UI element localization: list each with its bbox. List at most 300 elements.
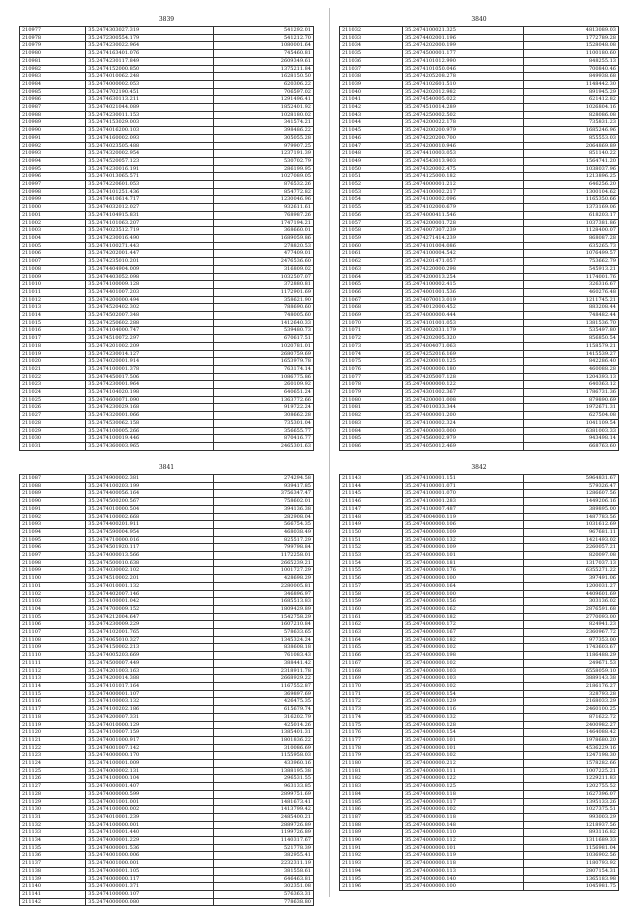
amount-cell: 521778.39 xyxy=(214,844,314,852)
code-cell: 35.2474100001.071 xyxy=(402,482,523,490)
code-cell: 35.2474001000.917 xyxy=(86,736,214,744)
amount-cell: 1186488.29 xyxy=(524,652,619,660)
amount-cell: 745460.81 xyxy=(214,50,314,58)
amount-cell: 1978680.20 xyxy=(524,736,619,744)
amount-cell: 545913.21 xyxy=(524,265,619,273)
table-row xyxy=(340,621,619,629)
table-row xyxy=(340,335,619,343)
amount-cell: 6355271.22 xyxy=(524,567,619,575)
row-id-cell: 211187 xyxy=(340,813,403,821)
code-cell: 35.2474065010.327 xyxy=(86,636,214,644)
table-row xyxy=(340,575,619,583)
amount-cell: 1627396.07 xyxy=(524,790,619,798)
code-cell: 35.2474000411.546 xyxy=(402,211,523,219)
code-cell: 35.2474000003.000 xyxy=(402,427,523,435)
table-row xyxy=(20,27,314,35)
amount-cell: 2889726.89 xyxy=(214,821,314,829)
table-row xyxy=(20,396,314,404)
row-id-cell: 211137 xyxy=(20,860,86,868)
amount-cell: 842286.40 xyxy=(524,358,619,366)
table-row xyxy=(340,419,619,427)
table-row xyxy=(340,427,619,435)
row-id-cell: 211028 xyxy=(20,419,86,427)
code-cell: 35.2474101050.046 xyxy=(402,65,523,73)
amount-cell: 2280005.81 xyxy=(214,582,314,590)
row-id-cell: 211117 xyxy=(20,706,86,714)
table-row xyxy=(20,80,314,88)
code-cell: 35.2474560002.979 xyxy=(402,435,523,443)
code-cell: 35.2474100000.001 xyxy=(86,821,214,829)
amount-cell: 825517.29 xyxy=(214,536,314,544)
amount-cell: 1218937.56 xyxy=(524,821,619,829)
code-cell: 35.2474000002.131 xyxy=(86,767,214,775)
row-id-cell: 211044 xyxy=(340,119,403,127)
code-cell: 35.2474271414.239 xyxy=(402,234,523,242)
code-cell: 35.2474010001.132 xyxy=(86,582,214,590)
row-id-cell: 211109 xyxy=(20,644,86,652)
amount-cell: 1180793.92 xyxy=(524,860,619,868)
table-row xyxy=(20,790,314,798)
code-cell: 35.2474000001.200 xyxy=(402,412,523,420)
table-row xyxy=(20,682,314,690)
code-cell: 35.2474000000.102 xyxy=(402,659,523,667)
code-cell: 35.2474202005.320 xyxy=(402,335,523,343)
table-row xyxy=(340,342,619,350)
table-row xyxy=(340,242,619,250)
block-title: 3840 xyxy=(471,16,487,23)
document-page xyxy=(11,8,625,905)
amount-cell: 1156981.04 xyxy=(524,844,619,852)
amount-cell: 1200031.27 xyxy=(524,582,619,590)
table-row xyxy=(340,752,619,760)
row-id-cell: 211147 xyxy=(340,505,403,513)
table-row xyxy=(340,165,619,173)
amount-cell: 1031612.69 xyxy=(524,521,619,529)
row-id-cell: 211169 xyxy=(340,675,403,683)
code-cell: 35.2474160002.093 xyxy=(86,134,214,142)
row-id-cell: 210987 xyxy=(20,104,86,112)
amount-cell: 1801836.22 xyxy=(214,736,314,744)
table-row xyxy=(340,50,619,58)
row-id-cell: 210988 xyxy=(20,111,86,119)
table-row xyxy=(20,57,314,65)
table-row xyxy=(20,342,314,350)
amount-cell: 891945.29 xyxy=(524,88,619,96)
row-id-cell: 211079 xyxy=(340,389,403,397)
table-row xyxy=(340,389,619,397)
amount-cell: 541212.70 xyxy=(214,34,314,42)
amount-cell: 1300104.62 xyxy=(524,188,619,196)
row-id-cell: 211126 xyxy=(20,775,86,783)
row-id-cell: 211156 xyxy=(340,575,403,583)
code-cell: 35.2474104020.198 xyxy=(86,389,214,397)
row-id-cell: 211180 xyxy=(340,760,403,768)
amount-cell: 381558.61 xyxy=(214,867,314,875)
row-id-cell: 211171 xyxy=(340,690,403,698)
table-row xyxy=(20,227,314,235)
code-cell: 35.2474212004.647 xyxy=(86,613,214,621)
code-cell: 35.2474200200.979 xyxy=(402,127,523,135)
amount-cell: 1487783.56 xyxy=(524,513,619,521)
amount-cell: 2400982.27 xyxy=(524,721,619,729)
amount-cell: 1412640.33 xyxy=(214,319,314,327)
code-cell: 35.2474200013.254 xyxy=(402,273,523,281)
table-row xyxy=(340,27,619,35)
table-row xyxy=(20,273,314,281)
block-title: 3841 xyxy=(158,464,175,471)
row-id-cell: 211073 xyxy=(340,342,403,350)
code-cell: 35.2474013065.571 xyxy=(86,173,214,181)
amount-cell: 2168033.29 xyxy=(524,698,619,706)
amount-cell: 433960.16 xyxy=(214,760,314,768)
code-cell: 35.2474200022.178 xyxy=(402,119,523,127)
code-cell: 35.2474100000.107 xyxy=(86,890,214,898)
table-row xyxy=(340,790,619,798)
amount-cell: 1685513.83 xyxy=(214,598,314,606)
row-id-cell: 210995 xyxy=(20,165,86,173)
row-id-cell: 211162 xyxy=(340,621,403,629)
code-cell: 35.2474303027.319 xyxy=(86,27,214,35)
amount-cell: 310086.69 xyxy=(214,744,314,752)
table-row xyxy=(20,513,314,521)
table-row xyxy=(20,667,314,675)
code-cell: 35.2474100019.446 xyxy=(86,435,214,443)
code-cell: 35.2474450017.506 xyxy=(86,373,214,381)
row-id-cell: 210996 xyxy=(20,173,86,181)
code-cell: 35.2474030002.102 xyxy=(86,567,214,575)
code-cell: 35.2474000001.105 xyxy=(86,867,214,875)
row-id-cell: 211038 xyxy=(340,73,403,81)
code-cell: 35.2474000000.154 xyxy=(402,690,523,698)
amount-cell: 398486.22 xyxy=(214,127,314,135)
row-id-cell: 211067 xyxy=(340,296,403,304)
code-cell: 35.2474010062.248 xyxy=(86,73,214,81)
amount-cell: 1001727.29 xyxy=(214,567,314,575)
code-cell: 35.2474200007.331 xyxy=(86,713,214,721)
row-id-cell: 211132 xyxy=(20,821,86,829)
code-cell: 35.2474000000.119 xyxy=(402,852,523,860)
code-cell: 35.2474500007.449 xyxy=(86,659,214,667)
amount-cell: 855553.03 xyxy=(524,134,619,142)
row-id-cell: 211100 xyxy=(20,575,86,583)
code-cell: 35.2474250002.502 xyxy=(402,111,523,119)
table-row xyxy=(20,675,314,683)
code-cell: 35.2474101017.164 xyxy=(86,682,214,690)
code-cell: 35.2474000000.110 xyxy=(402,829,523,837)
amount-cell: 296531.55 xyxy=(214,775,314,783)
row-id-cell: 211002 xyxy=(20,219,86,227)
amount-cell: 368660.01 xyxy=(214,227,314,235)
amount-cell: 620306.22 xyxy=(214,80,314,88)
code-cell: 35.2474152000.850 xyxy=(86,65,214,73)
code-cell: 35.2474100001.283 xyxy=(402,498,523,506)
amount-cell: 1395133.26 xyxy=(524,798,619,806)
code-cell: 35.2474010000.129 xyxy=(86,721,214,729)
code-cell: 35.2474000000.101 xyxy=(402,736,523,744)
table-row xyxy=(20,42,314,50)
code-cell: 35.2474000000.444 xyxy=(402,312,523,320)
code-cell: 35.2474630113.211 xyxy=(86,96,214,104)
code-cell: 35.2474100021.325 xyxy=(402,27,523,35)
row-id-cell: 211165 xyxy=(340,644,403,652)
row-id-cell: 211154 xyxy=(340,559,403,567)
block-title: 3842 xyxy=(471,464,487,471)
row-id-cell: 211000 xyxy=(20,204,86,212)
row-id-cell: 211001 xyxy=(20,211,86,219)
amount-cell: 1158579.21 xyxy=(524,342,619,350)
amount-cell: 1229211.83 xyxy=(524,775,619,783)
amount-cell: 579326.47 xyxy=(524,482,619,490)
table-row xyxy=(340,181,619,189)
code-cell: 35.2474000000.109 xyxy=(402,528,523,536)
table-row xyxy=(340,536,619,544)
code-cell: 35.2474000000.212 xyxy=(402,760,523,768)
amount-cell: 6558059.10 xyxy=(524,667,619,675)
amount-cell: 6381003.33 xyxy=(524,427,619,435)
row-id-cell: 211020 xyxy=(20,358,86,366)
code-cell: 35.2474001000.001 xyxy=(86,860,214,868)
code-cell: 35.2474000000.102 xyxy=(402,682,523,690)
row-id-cell: 211062 xyxy=(340,258,403,266)
row-id-cell: 211159 xyxy=(340,598,403,606)
amount-cell: 2770093.00 xyxy=(524,613,619,621)
code-cell: 35.2474200010.946 xyxy=(402,142,523,150)
table-row xyxy=(20,242,314,250)
amount-cell: 1365183.98 xyxy=(524,875,619,883)
table-row xyxy=(20,536,314,544)
amount-cell: 2318911.78 xyxy=(214,667,314,675)
row-id-cell: 211010 xyxy=(20,281,86,289)
amount-cell: 1172258.01 xyxy=(214,552,314,560)
table-row xyxy=(20,196,314,204)
table-row xyxy=(20,482,314,490)
code-cell: 35.2474530062.158 xyxy=(86,419,214,427)
row-id-cell: 211066 xyxy=(340,288,403,296)
row-id-cell: 211095 xyxy=(20,536,86,544)
table-row xyxy=(20,798,314,806)
table-row xyxy=(20,150,314,158)
table-row xyxy=(20,119,314,127)
code-cell: 35.2474402007.146 xyxy=(86,590,214,598)
row-id-cell: 211055 xyxy=(340,204,403,212)
data-table xyxy=(339,26,619,451)
table-row xyxy=(340,227,619,235)
row-id-cell: 210983 xyxy=(20,73,86,81)
table-row xyxy=(340,598,619,606)
table-row xyxy=(20,567,314,575)
table-row xyxy=(340,729,619,737)
amount-cell: 1564741.20 xyxy=(524,157,619,165)
amount-cell: 640651.24 xyxy=(214,389,314,397)
table-row xyxy=(20,419,314,427)
code-cell: 35.2474007307.239 xyxy=(402,227,523,235)
code-cell: 35.2474200001.728 xyxy=(402,219,523,227)
amount-cell: 1291496.41 xyxy=(214,96,314,104)
amount-cell: 1032507.07 xyxy=(214,273,314,281)
row-id-cell: 211058 xyxy=(340,227,403,235)
amount-cell: 2460100.25 xyxy=(524,706,619,714)
amount-cell: 615679.74 xyxy=(214,706,314,714)
block-title: 3839 xyxy=(158,16,175,23)
amount-cell: 4409601.69 xyxy=(524,590,619,598)
amount-cell: 967681.11 xyxy=(524,528,619,536)
code-cell: 35.2474023512.719 xyxy=(86,227,214,235)
code-cell: 35.2474001001.536 xyxy=(402,288,523,296)
code-cell: 35.2474150002.213 xyxy=(86,644,214,652)
amount-cell: 788690.60 xyxy=(214,304,314,312)
row-id-cell: 211102 xyxy=(20,590,86,598)
table-row xyxy=(20,96,314,104)
code-cell: 35.2474010000.504 xyxy=(86,505,214,513)
code-cell: 35.2474001001.001 xyxy=(86,798,214,806)
row-id-cell: 211153 xyxy=(340,552,403,560)
row-id-cell: 211134 xyxy=(20,837,86,845)
row-id-cell: 211163 xyxy=(340,629,403,637)
code-cell: 35.2474000000.103 xyxy=(402,667,523,675)
row-id-cell: 211150 xyxy=(340,528,403,536)
table-row xyxy=(20,582,314,590)
amount-cell: 1481673.41 xyxy=(214,798,314,806)
code-cell: 35.2474000000.198 xyxy=(402,652,523,660)
table-row xyxy=(20,435,314,443)
amount-cell: 1038037.96 xyxy=(524,165,619,173)
table-row xyxy=(20,505,314,513)
table-row xyxy=(20,598,314,606)
row-id-cell: 211090 xyxy=(20,498,86,506)
row-id-cell: 211193 xyxy=(340,860,403,868)
row-id-cell: 211185 xyxy=(340,798,403,806)
table-row xyxy=(20,860,314,868)
table-row xyxy=(340,119,619,127)
code-cell: 35.2474500200.567 xyxy=(86,498,214,506)
amount-cell: 932611.61 xyxy=(214,204,314,212)
amount-cell: 1174001.76 xyxy=(524,273,619,281)
row-id-cell: 211018 xyxy=(20,342,86,350)
row-id-cell: 211179 xyxy=(340,752,403,760)
table-row xyxy=(20,706,314,714)
code-cell: 35.2474001000.006 xyxy=(86,852,214,860)
amount-cell: 389895.00 xyxy=(524,505,619,513)
row-id-cell: 211114 xyxy=(20,682,86,690)
table-row xyxy=(340,659,619,667)
amount-cell: 394136.38 xyxy=(214,505,314,513)
row-id-cell: 211039 xyxy=(340,80,403,88)
row-id-cell: 211034 xyxy=(340,42,403,50)
code-cell: 35.2474000001.371 xyxy=(86,883,214,891)
code-cell: 35.2474000000.109 xyxy=(402,544,523,552)
table-row xyxy=(340,698,619,706)
amount-cell: 1237191.39 xyxy=(214,150,314,158)
amount-cell: 735301.04 xyxy=(214,419,314,427)
table-row xyxy=(20,806,314,814)
code-cell: 35.2474001007.142 xyxy=(86,744,214,752)
table-row xyxy=(20,875,314,883)
row-id-cell: 211140 xyxy=(20,883,86,891)
table-row xyxy=(20,867,314,875)
amount-cell: 706597.02 xyxy=(214,88,314,96)
row-id-cell: 211190 xyxy=(340,837,403,845)
table-row xyxy=(340,358,619,366)
code-cell: 35.2474000000.111 xyxy=(402,767,523,775)
table-row xyxy=(340,327,619,335)
table-row xyxy=(340,798,619,806)
amount-cell: 1020781.01 xyxy=(214,342,314,350)
code-cell: 35.2474000000.180 xyxy=(402,365,523,373)
row-id-cell: 211056 xyxy=(340,211,403,219)
amount-cell: 286199.95 xyxy=(214,165,314,173)
row-id-cell: 211003 xyxy=(20,227,86,235)
amount-cell: 1041109.54 xyxy=(524,419,619,427)
amount-cell: 1100180.60 xyxy=(524,50,619,58)
row-id-cell: 211047 xyxy=(340,142,403,150)
amount-cell: 621412.82 xyxy=(524,96,619,104)
code-cell: 35.2474410614.717 xyxy=(86,196,214,204)
amount-cell: 1464088.42 xyxy=(524,729,619,737)
code-cell: 35.2472300554.179 xyxy=(86,34,214,42)
amount-cell: 356655.77 xyxy=(214,427,314,435)
amount-cell: 2668929.22 xyxy=(214,675,314,683)
table-row xyxy=(340,567,619,575)
row-id-cell: 211184 xyxy=(340,790,403,798)
row-id-cell: 211133 xyxy=(20,829,86,837)
code-cell: 35.2474000000.100 xyxy=(402,575,523,583)
code-cell: 35.2474540005.022 xyxy=(402,96,523,104)
row-id-cell: 211017 xyxy=(20,335,86,343)
amount-cell: 260109.92 xyxy=(214,381,314,389)
code-cell: 35.2474220601.053 xyxy=(86,181,214,189)
amount-cell: 1578282.66 xyxy=(524,760,619,768)
code-cell: 35.2474000000.113 xyxy=(402,867,523,875)
amount-cell: 2807154.31 xyxy=(524,867,619,875)
amount-cell: 1607210.84 xyxy=(214,621,314,629)
table-row xyxy=(20,821,314,829)
row-id-cell: 211136 xyxy=(20,852,86,860)
code-cell: 35.2474100001.151 xyxy=(402,475,523,483)
table-row xyxy=(20,358,314,366)
code-cell: 35.2474100002.096 xyxy=(402,196,523,204)
row-id-cell: 210979 xyxy=(20,42,86,50)
row-id-cell: 211051 xyxy=(340,173,403,181)
table-row xyxy=(20,475,314,483)
table-row xyxy=(20,621,314,629)
row-id-cell: 211097 xyxy=(20,552,86,560)
code-cell: 35.2474402001.196 xyxy=(402,34,523,42)
code-cell: 35.2474004071.063 xyxy=(402,342,523,350)
row-id-cell: 211160 xyxy=(340,605,403,613)
amount-cell: 1415539.27 xyxy=(524,350,619,358)
table-row xyxy=(340,837,619,845)
table-row xyxy=(340,867,619,875)
table-row xyxy=(340,65,619,73)
code-cell: 35.2474000000.117 xyxy=(86,875,214,883)
row-id-cell: 211006 xyxy=(20,250,86,258)
amount-cell: 1037381.86 xyxy=(524,219,619,227)
code-cell: 35.2474230009.229 xyxy=(86,621,214,629)
row-id-cell: 211186 xyxy=(340,806,403,814)
code-cell: 35.2474010033.344 xyxy=(402,404,523,412)
amount-cell: 1230046.96 xyxy=(214,196,314,204)
code-cell: 35.2474702190.451 xyxy=(86,88,214,96)
amount-cell: 1786731.36 xyxy=(524,389,619,397)
row-id-cell: 211040 xyxy=(340,88,403,96)
amount-cell: 1413799.42 xyxy=(214,806,314,814)
table-row xyxy=(340,211,619,219)
table-row xyxy=(20,736,314,744)
code-cell: 35.2474200010.125 xyxy=(402,358,523,366)
amount-cell: 1449206.16 xyxy=(524,498,619,506)
amount-cell: 1167552.87 xyxy=(214,682,314,690)
row-id-cell: 211195 xyxy=(340,875,403,883)
